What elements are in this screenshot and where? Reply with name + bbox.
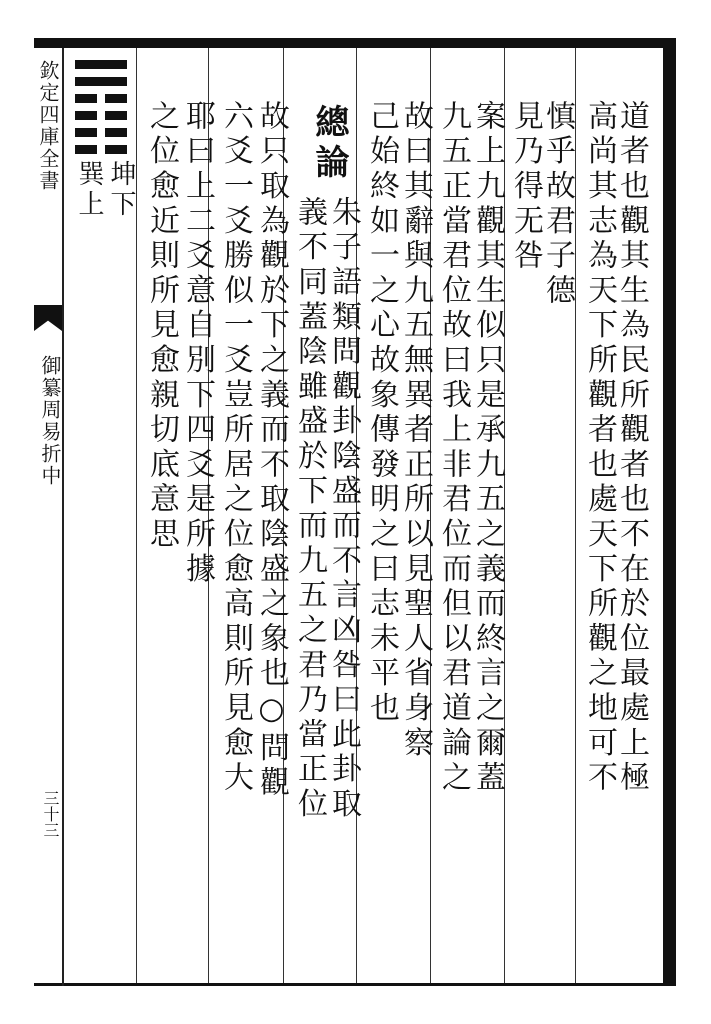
text-column-5: 案上九觀其生似只是承九五之義而終言之爾蓋 — [470, 100, 505, 796]
text-column-13: 耶曰上二爻意自別下四爻是所據 — [180, 100, 215, 588]
text-column-9: 朱子語類問觀卦陰盛而不言凶咎曰此卦取 — [326, 196, 361, 823]
upper-trigram-label: 巽上 — [74, 160, 104, 220]
book-title: 御纂周易折中 — [38, 355, 62, 487]
text-column-1: 道者也觀其生為民所觀者也不在於位最處上極 — [614, 100, 649, 796]
hexagram-guan-icon — [75, 60, 127, 162]
text-column-7: 故曰其辭與九五無異者正所以見聖人省身察 — [398, 100, 433, 762]
library-title: 欽定四庫全書 — [36, 60, 60, 192]
page-frame-left — [62, 48, 64, 986]
text-column-6: 九五正當君位故曰我上非君位而但以君道論之 — [436, 100, 471, 796]
text-column-11: 故只取為觀於下之義而不取陰盛之象也○問觀 — [254, 100, 289, 801]
text-column-14: 之位愈近則所見愈親切底意思 — [144, 100, 179, 553]
page-frame-right — [663, 38, 676, 986]
text-column-3: 慎乎故君子德 — [540, 100, 575, 309]
page-frame-bottom — [34, 983, 676, 986]
text-column-4: 見乃得无咎 — [508, 100, 543, 274]
page-frame-top — [34, 38, 676, 48]
text-column-8: 己始終如一之心故象傳發明之曰志未平也 — [364, 100, 399, 727]
section-heading: 總論 — [309, 104, 349, 184]
lower-trigram-label: 坤下 — [106, 160, 136, 220]
fishtail-mark-icon — [34, 305, 62, 331]
text-column-2: 高尚其志為天下所觀者也處天下所觀之地可不 — [582, 100, 617, 796]
text-column-12: 六爻一爻勝似一爻豈所居之位愈高則所見愈大 — [218, 100, 253, 796]
page-number: 三十三 — [41, 790, 60, 838]
text-column-10: 義不同蓋陰雖盛於下而九五之君乃當正位 — [292, 196, 327, 823]
